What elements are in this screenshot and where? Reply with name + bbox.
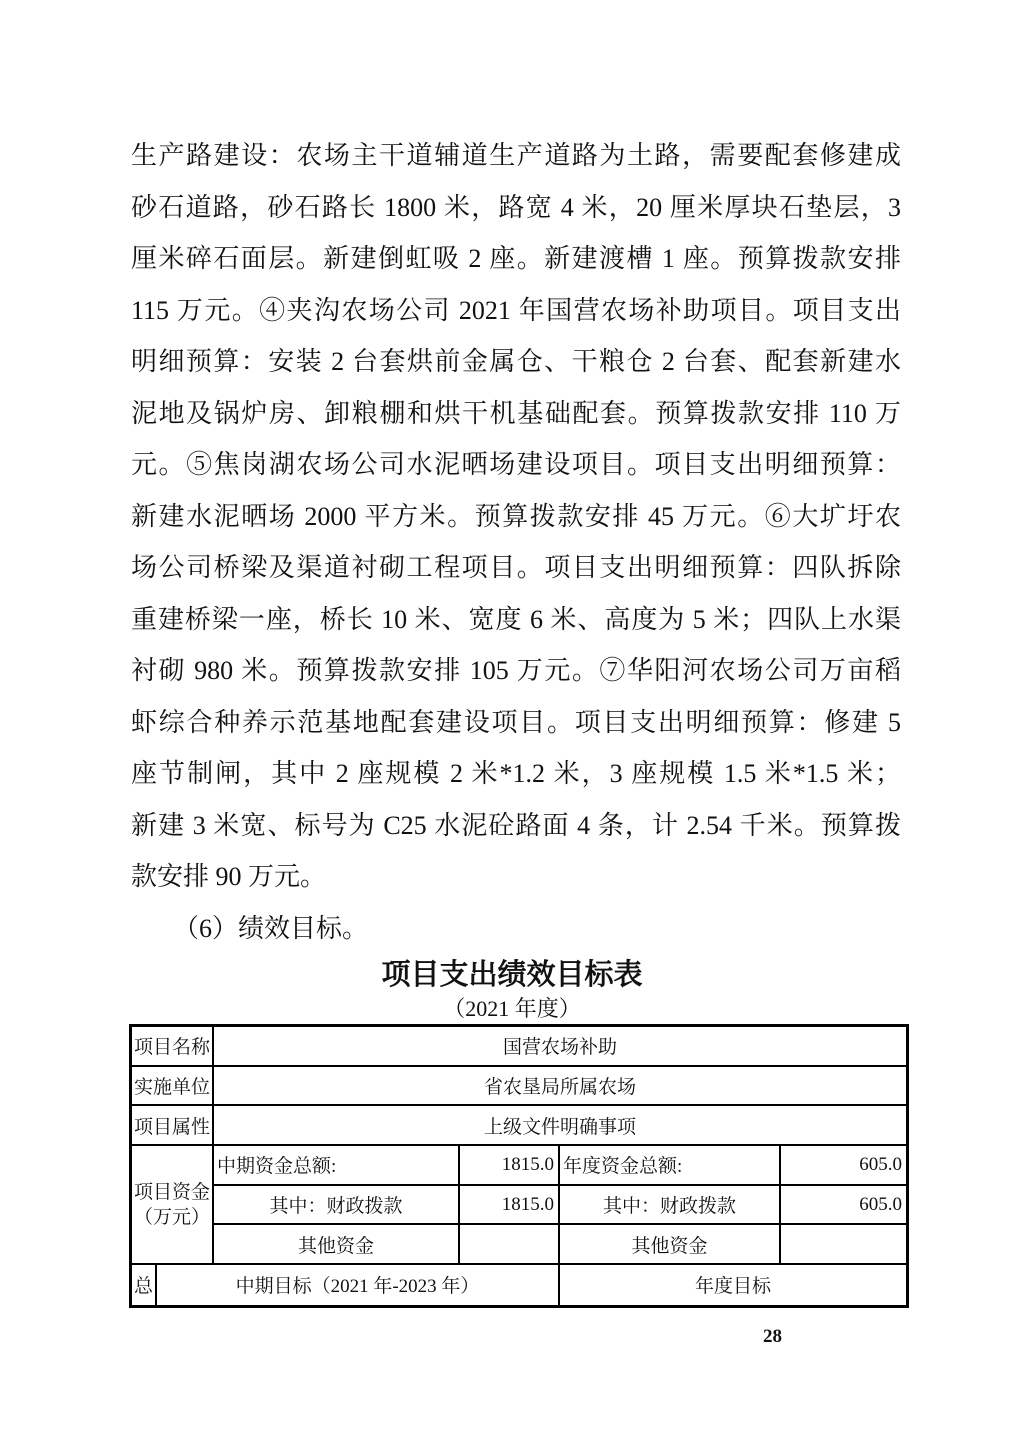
annual-fiscal-value: 605.0 — [781, 1186, 906, 1226]
paragraph-line-4: 115 万元。④夹沟农场公司 2021 年国营农场补助项目。项目支出 — [131, 295, 901, 325]
midterm-total-value: 1815.0 — [460, 1146, 560, 1186]
project-funds-label-line2: （万元） — [133, 1206, 210, 1228]
paragraph-line-10: 重建桥梁一座，桥长 10 米、宽度 6 米、高度为 5 米；四队上水渠 — [131, 604, 901, 634]
project-funds-label — [132, 1146, 214, 1265]
paragraph-line-11: 衬砌 980 米。预算拨款安排 105 万元。⑦华阳河农场公司万亩稻 — [131, 656, 901, 685]
table-subtitle: （2021 年度） — [443, 996, 581, 1021]
section-item-6: （6）绩效目标。 — [173, 913, 369, 943]
annual-fiscal-label: 其中：财政拨款 — [560, 1186, 781, 1226]
project-name-value: 国营农场补助 — [214, 1027, 906, 1067]
paragraph-line-6: 泥地及锅炉房、卸粮棚和烘干机基础配套。预算拨款安排 110 万 — [131, 398, 901, 428]
performance-goal-table — [129, 1024, 909, 1308]
paragraph-line-3: 厘米碎石面层。新建倒虹吸 2 座。新建渡槽 1 座。预算拨款安排 — [131, 244, 901, 273]
paragraph-line-1: 生产路建设：农场主干道辅道生产道路为土路，需要配套修建成 — [131, 141, 901, 170]
implement-unit-label: 实施单位 — [132, 1067, 214, 1107]
paragraph-line-15: 款安排 90 万元。 — [131, 862, 327, 891]
annual-other-label: 其他资金 — [560, 1225, 781, 1265]
paragraph-line-12: 虾综合种养示范基地配套建设项目。项目支出明细预算：修建 5 — [131, 707, 901, 737]
paragraph-line-5: 明细预算：安装 2 台套烘前金属仓、干粮仓 2 台套、配套新建水 — [131, 347, 901, 376]
project-attribute-label: 项目属性 — [132, 1106, 214, 1146]
paragraph-line-2: 砂石道路，砂石路长 1800 米，路宽 4 米，20 厘米厚块石垫层，3 — [131, 192, 901, 222]
paragraph-line-13: 座节制闸，其中 2 座规模 2 米*1.2 米，3 座规模 1.5 米*1.5 米； — [131, 759, 901, 788]
midterm-other-value — [460, 1225, 560, 1265]
midterm-fiscal-value: 1815.0 — [460, 1186, 560, 1226]
midterm-total-label: 中期资金总额: — [214, 1146, 460, 1186]
project-name-label: 项目名称 — [132, 1027, 214, 1067]
implement-unit-value: 省农垦局所属农场 — [214, 1067, 906, 1107]
annual-total-value: 605.0 — [781, 1146, 906, 1186]
annual-goal-header: 年度目标 — [560, 1265, 906, 1305]
project-attribute-value: 上级文件明确事项 — [214, 1106, 906, 1146]
paragraph-line-8: 新建水泥晒场 2000 平方米。预算拨款安排 45 万元。⑥大圹圩农 — [131, 501, 901, 531]
midterm-goal-header: 中期目标（2021 年-2023 年） — [157, 1265, 560, 1305]
body-paragraph — [131, 130, 901, 954]
paragraph-line-9: 场公司桥梁及渠道衬砌工程项目。项目支出明细预算：四队拆除 — [131, 553, 901, 582]
page-number: 28 — [763, 1326, 782, 1347]
project-funds-label-line1: 项目资金 — [133, 1181, 210, 1203]
midterm-other-label: 其他资金 — [214, 1225, 460, 1265]
paragraph-line-14: 新建 3 米宽、标号为 C25 水泥砼路面 4 条，计 2.54 千米。预算拨 — [131, 810, 901, 840]
annual-other-value — [781, 1225, 906, 1265]
annual-total-label: 年度资金总额: — [560, 1146, 781, 1186]
table-title: 项目支出绩效目标表 — [381, 959, 643, 991]
paragraph-line-7: 元。⑤焦岗湖农场公司水泥晒场建设项目。项目支出明细预算： — [131, 450, 901, 479]
overall-goal-label: 总 — [132, 1265, 157, 1305]
midterm-fiscal-label: 其中：财政拨款 — [214, 1186, 460, 1226]
